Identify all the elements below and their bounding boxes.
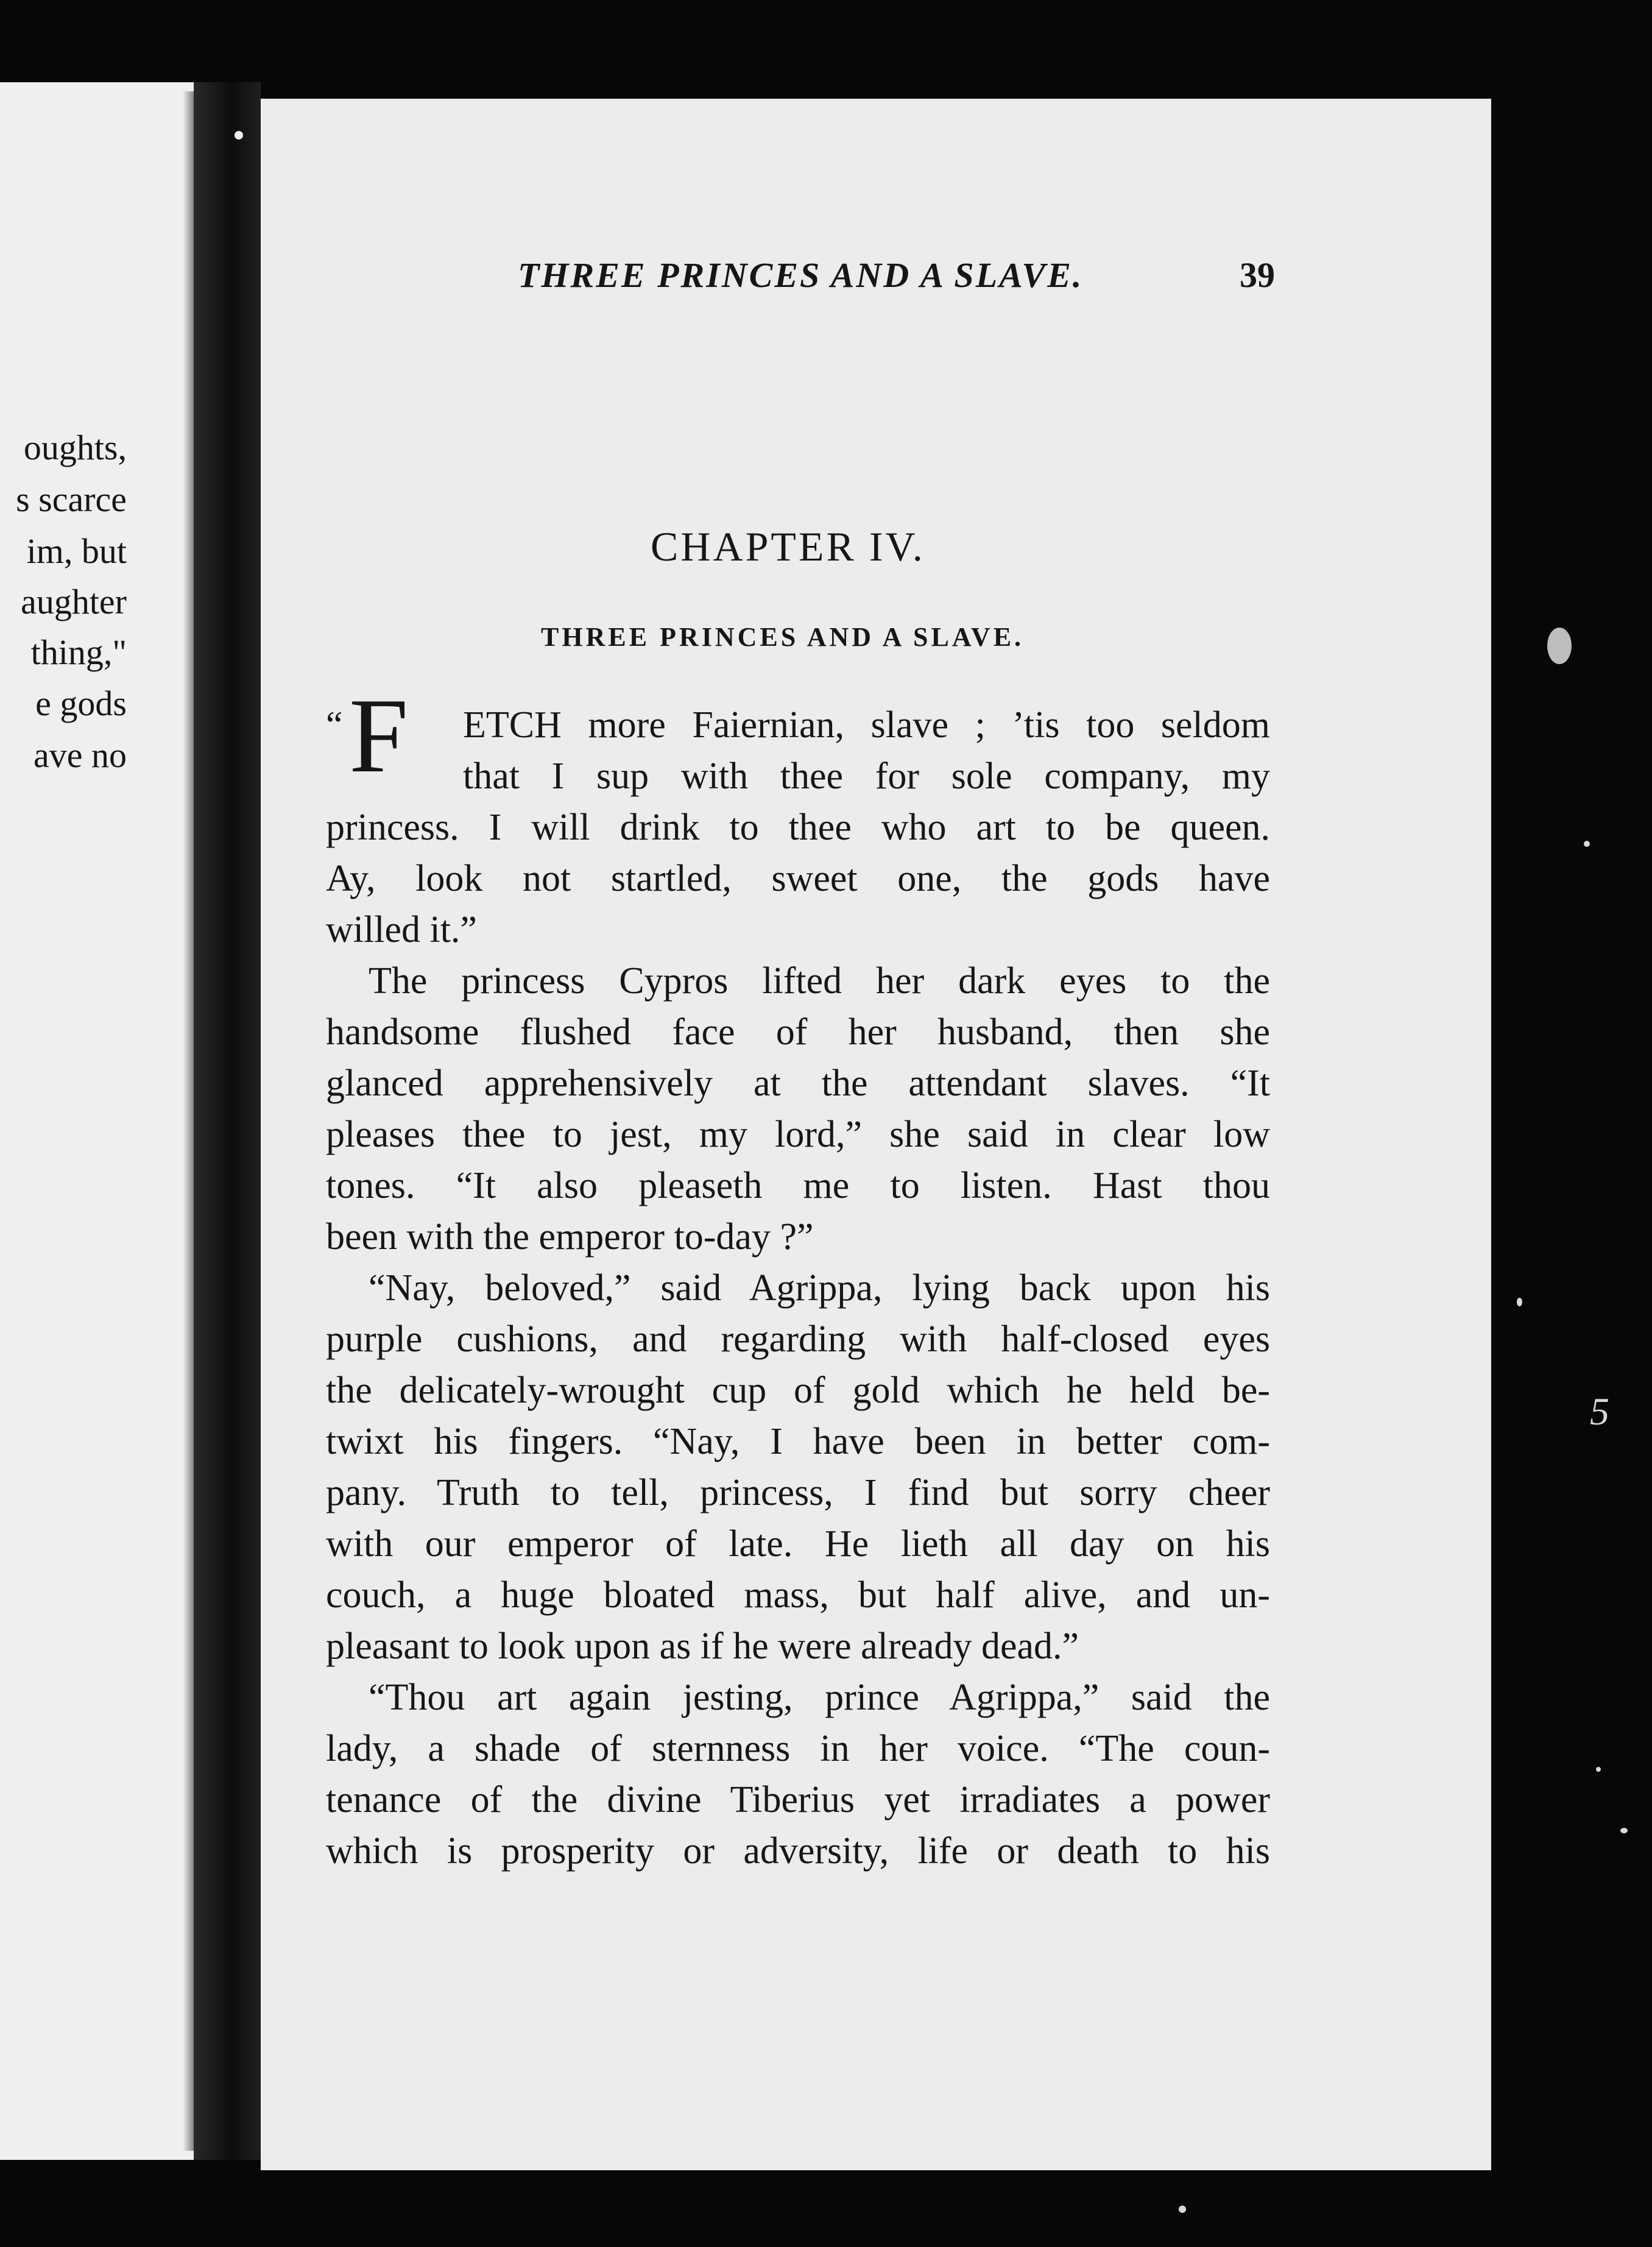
body-text-line: “Nay, beloved,” said Agrippa, lying back upon his — [369, 1267, 1270, 1309]
left-page-line: ave no — [34, 735, 127, 775]
body-text-line: which is prosperity or adversity, life or death to his — [326, 1830, 1270, 1872]
running-head: THREE PRINCES AND A SLAVE. — [518, 255, 1084, 295]
body-text-line: The princess Cypros lifted her dark eyes to the — [369, 960, 1270, 1002]
left-facing-page — [0, 82, 194, 2160]
gutter-shadow — [183, 91, 194, 2151]
left-page-line: aughter — [21, 582, 127, 621]
body-text-line: couch, a huge bloated mass, but half alive, and un- — [326, 1574, 1270, 1616]
left-page-line: im, but — [26, 531, 127, 571]
body-text-line: twixt his fingers. “Nay, I have been in better com- — [326, 1421, 1270, 1462]
body-text-line: that I sup with thee for sole company, my — [463, 755, 1270, 797]
body-text-line: “Thou art again jesting, prince Agrippa,” said the — [369, 1677, 1270, 1718]
scan-speck — [1517, 1298, 1522, 1306]
body-text-line: purple cushions, and regarding with half-closed eyes — [326, 1318, 1270, 1360]
page-number: 39 — [1240, 255, 1275, 295]
left-page-line: thing," — [30, 632, 127, 672]
chapter-title: CHAPTER IV. — [651, 523, 925, 570]
body-text-line: with our emperor of late. He lieth all day on his — [326, 1523, 1270, 1565]
scan-speck — [1584, 841, 1590, 847]
drop-cap: F — [349, 676, 409, 794]
body-text-line: tenance of the divine Tiberius yet irradiates a power — [326, 1779, 1270, 1821]
body-text-line: pleasant to look upon as if he were already dead.” — [326, 1626, 1079, 1667]
margin-annotation: 5 — [1590, 1390, 1609, 1433]
body-text-line: been with the emperor to-day ?” — [326, 1216, 814, 1258]
body-text-line: lady, a shade of sternness in her voice. “The coun- — [326, 1728, 1270, 1769]
left-page-line: e gods — [35, 684, 127, 723]
chapter-subtitle: THREE PRINCES AND A SLAVE. — [541, 622, 1025, 652]
scan-speck — [1547, 628, 1572, 664]
scan-speck — [235, 131, 243, 140]
body-text-line: Ay, look not startled, sweet one, the gods have — [326, 858, 1270, 899]
body-text-line: ETCH more Faiernian, slave ; ’tis too seldom — [463, 704, 1270, 746]
body-text-line: princess. I will drink to thee who art to be queen. — [326, 807, 1270, 848]
body-text-line: glanced apprehensively at the attendant slaves. “It — [326, 1063, 1270, 1104]
body-text-line: the delicately-wrought cup of gold which he held be- — [326, 1370, 1270, 1411]
body-text-line: handsome flushed face of her husband, then she — [326, 1011, 1270, 1053]
scan-speck — [1596, 1767, 1601, 1772]
drop-cap-quote: “ — [326, 704, 343, 746]
book-gutter — [194, 82, 261, 2160]
body-text-line: willed it.” — [326, 909, 477, 950]
body-text-line: tones. “It also pleaseth me to listen. Hast thou — [326, 1165, 1270, 1206]
body-text-line: pleases thee to jest, my lord,” she said in clear low — [326, 1114, 1270, 1155]
scan-speck — [1620, 1828, 1628, 1833]
left-page-line: oughts, — [23, 428, 127, 467]
body-text-line: pany. Truth to tell, princess, I find but sorry cheer — [326, 1472, 1270, 1513]
left-page-line: s scarce — [16, 479, 127, 519]
scan-speck — [1179, 2206, 1186, 2213]
